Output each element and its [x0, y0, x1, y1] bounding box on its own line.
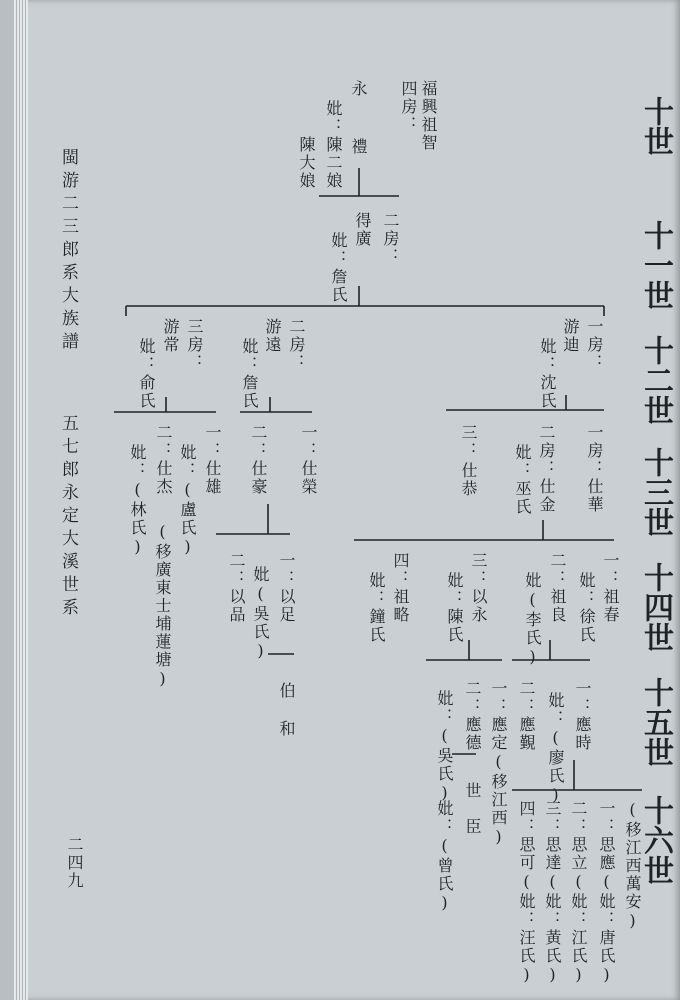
member-bo-he-2: 和 [277, 720, 296, 738]
member-si-da: 三：思達(妣：黃氏) [543, 800, 562, 986]
spouse-you-chang: 妣：俞氏 [137, 338, 156, 410]
house-count: 四房： [399, 80, 418, 134]
spouse-ying-shi: 妣：(廖氏) [546, 692, 565, 806]
genealogy-page [14, 0, 680, 1000]
page-number: 二四九 [65, 836, 84, 890]
member-ying-jin: 二：應覲 [517, 680, 536, 752]
member-bo-he-1: 伯 [277, 682, 296, 700]
member-shi-chen-1: 世 [463, 782, 482, 800]
spouse-you-yuan: 妣：詹氏 [240, 338, 259, 410]
member-shi-hua: 一房：仕華 [585, 424, 604, 514]
spouse-shi-jie: 妣：(林氏) [128, 444, 147, 558]
member-zu-lue: 四：祖略 [391, 552, 410, 624]
member-ying-ding: 一：應定(移江西) [489, 680, 508, 848]
house-label: 三房： [185, 318, 204, 372]
spouse-ying-de: 妣：(吳氏) [435, 690, 454, 804]
member-ying-de: 二：應德 [463, 680, 482, 752]
ancestor-fuxing-zuzhi: 福興祖智 [419, 80, 438, 152]
book-title: 閩游二三郎系大族譜 [58, 148, 78, 355]
member-shi-xiong: 一：仕雄 [203, 424, 222, 496]
member-you-di: 游迪 [561, 318, 580, 354]
house-label: 二房： [381, 212, 400, 266]
member-shi-jin: 二房：仕金 [537, 424, 556, 514]
generation-label: 十一世 [638, 220, 673, 310]
spouse-de-guang: 妣：詹氏 [329, 232, 348, 304]
generation-label: 十四世 [638, 562, 673, 652]
member-shi-rong: 一：仕榮 [299, 424, 318, 496]
generation-label: 十二世 [638, 335, 673, 425]
spouse-shi-xiong: 妣：(盧氏) [178, 444, 197, 558]
spouse-zu-chun: 妣：徐氏 [577, 572, 596, 644]
member-li: 禮 [349, 138, 368, 156]
member-si-ying: 一：思應(妣：唐氏) [597, 800, 616, 986]
member-si-ke: 四：思可(妣：汪氏) [517, 800, 536, 986]
spouse-yi-zu: 妣(吳氏) [251, 566, 270, 662]
member-zu-liang: 二：祖良 [548, 552, 567, 624]
member-yi-zu: 一：以足 [277, 552, 296, 624]
member-yong: 永 [349, 80, 368, 98]
migration-note: (移江西萬安) [623, 800, 642, 932]
member-you-yuan: 游遠 [263, 318, 282, 354]
spouse-shi-chen: 妣：(曾氏) [435, 800, 454, 914]
rank-label: 三： [459, 424, 478, 460]
member-shi-hao: 二：仕豪 [249, 424, 268, 496]
member-you-chang: 游常 [161, 318, 180, 354]
generation-label: 十六世 [638, 795, 673, 885]
member-yi-pin: 以品 [227, 588, 246, 624]
generation-label: 十世 [638, 96, 673, 156]
spouse-shi-jin: 妣：巫氏 [513, 444, 532, 516]
member-si-li: 二：思立(妣：江氏) [569, 800, 588, 986]
member-shi-gong: 仕恭 [459, 462, 478, 498]
spouse-zu-liang: 妣(李氏) [523, 572, 542, 668]
member-shi-jie: 二：仕杰 [154, 424, 173, 496]
member-yi-yong: 三：以永 [469, 552, 488, 624]
rank-label: 二： [227, 552, 246, 588]
spouse-zu-lue: 妣：鐘氏 [367, 572, 386, 644]
house-label: 二房： [287, 318, 306, 372]
migration-note: (移廣東士埔蓮塘) [153, 522, 172, 690]
lineage-title: 五七郎永定大溪世系 [58, 414, 78, 621]
house-label: 一房： [585, 318, 604, 372]
member-zu-chun: 一：祖春 [601, 552, 620, 624]
member-de-guang: 得廣 [353, 212, 372, 248]
lineage-connectors [14, 0, 680, 1000]
generation-label: 十五世 [638, 677, 673, 767]
spouse-yong: 妣：陳二娘 [324, 100, 343, 190]
member-shi-chen-2: 臣 [463, 818, 482, 836]
generation-label: 十三世 [638, 447, 673, 537]
spouse-you-di: 妣：沈氏 [538, 338, 557, 410]
spouse-li: 陳大娘 [297, 136, 316, 190]
member-ying-shi: 一：應時 [573, 680, 592, 752]
spouse-yi-yong: 妣：陳氏 [445, 572, 464, 644]
